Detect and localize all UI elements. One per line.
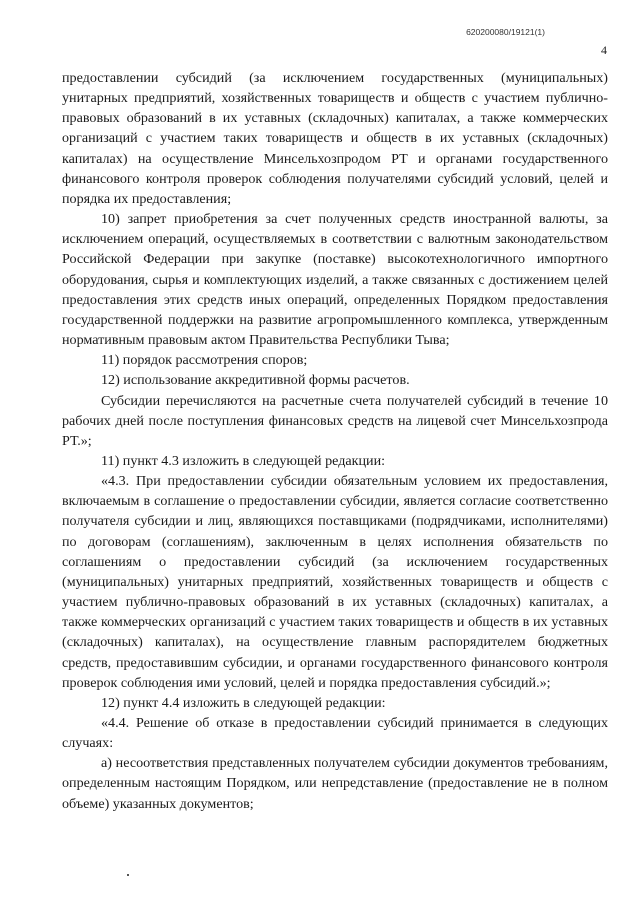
scan-speck xyxy=(127,874,129,876)
paragraph: 11) порядок рассмотрения споров; xyxy=(101,352,308,369)
paragraph: Субсидии перечисляются на расчетные счета получателей субсидий в течение 10 рабочих дней после поступления финансовых средств на лицевой счет Минсельхозпрода РТ.»; xyxy=(62,392,608,449)
paragraph: 12) пункт 4.4 изложить в следующей редакции: xyxy=(101,694,386,711)
paragraph: предоставлении субсидий (за исключением государственных (муниципальных) унитарных предприятий, хозяйственных товариществ и обществ с участием публично-правовых образований в их уставных (складочных) капиталах, а также коммерческих организаций с участием таких товариществ и обществ в их уставных (складочных) капиталах) на осуществление Минсельхозпродом РТ и органами государственного финансового контроля проверок соблюдения получателями субсидий условий, целей и порядка их предоставления; xyxy=(62,70,608,207)
paragraph: 12) использование аккредитивной формы расчетов. xyxy=(101,372,410,389)
page-number: 4 xyxy=(601,43,607,57)
paragraph: «4.4. Решение об отказе в предоставлении субсидий принимается в следующих случаях: xyxy=(62,715,608,752)
document-id: 620200080/19121(1) xyxy=(466,27,545,37)
paragraph: а) несоответствия представленных получателем субсидии документов требованиям, определенным настоящим Порядком, или непредставление (предоставление не в полном объеме) указанных документов; xyxy=(62,755,608,812)
paragraph: 10) запрет приобретения за счет полученных средств иностранной валюты, за исключением операций, осуществляемых в соответствии с валютным законодательством Российской Федерации при закупке (поставке) высокотехнологичного импортного оборудования, сырья и комплектующих изделий, а также связанных с достижением целей предоставления этих средств иных операций, определенных Порядком предоставления государственной поддержки на развитие агропромышленного комплекса, утвержденным нормативным правовым актом Правительства Республики Тыва; xyxy=(62,211,608,349)
document-body xyxy=(62,68,608,814)
paragraph: 11) пункт 4.3 изложить в следующей редакции: xyxy=(101,452,386,469)
paragraph: «4.3. При предоставлении субсидии обязательным условием их предоставления, включаемым в соглашение о предоставлении субсидии, является согласие соответственно получателя субсидии и лиц, являющихся поставщиками (подрядчиками, исполнителями) по договорам (соглашениям), заключенным в целях исполнения обязательств по соглашениям о предоставлении субсидий (за исключением государственных (муниципальных) унитарных предприятий, хозяйственных товариществ и обществ с участием публично-правовых образований в их уставных (складочных) капиталах, а также коммерческих организаций с участием таких товариществ и обществ в их уставных (складочных) капиталах), на осуществление главным распорядителем бюджетных средств, предоставившим субсидии, и органами государственного финансового контроля проверок соблюдения ими условий, целей и порядка предоставления субсидий.»; xyxy=(62,473,608,691)
